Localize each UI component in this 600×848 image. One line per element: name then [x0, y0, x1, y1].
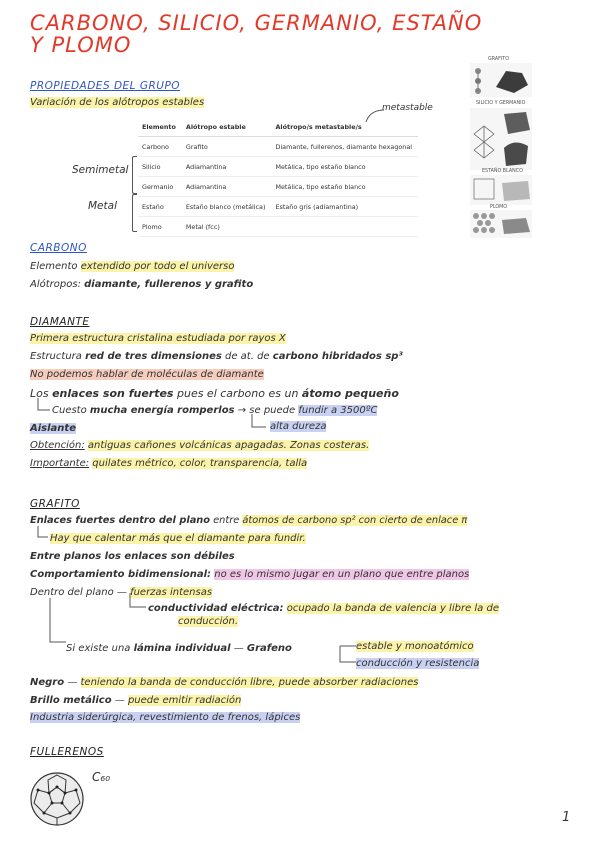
table-header: Alótropo/s metastable/s — [271, 120, 418, 137]
grafito-line-5: Dentro del plano — fuerzas intensas — [30, 587, 213, 598]
section-heading-grafito: GRAFITO — [30, 498, 80, 510]
image-label-silicio: SILICIO Y GERMANIO — [476, 101, 526, 106]
table-row: Estaño Estaño blanco (metálica) Estaño gris (adiamantina) — [138, 197, 418, 217]
plomo-image — [470, 210, 532, 238]
diamante-line-7: Obtención: antiguas cañones volcánicas apagadas. Zonas costeras. — [30, 440, 370, 451]
table-row: Silicio Adiamantina Metálica, tipo estaño blanco — [138, 157, 418, 177]
grafito-arrow-4 — [336, 640, 358, 666]
grafito-line-10: Industria siderúrgica, revestimiento de frenos, lápices — [30, 712, 301, 723]
image-label-estano: ESTAÑO BLANCO — [482, 169, 523, 174]
diamante-arrow-2 — [250, 414, 268, 432]
carbono-line-2: Alótropos: diamante, fullerenos y grafito — [30, 279, 254, 290]
grafito-image — [470, 63, 532, 97]
grafito-arrow-2 — [126, 593, 148, 613]
grafito-line-9: Brillo metálico — puede emitir radiación — [30, 695, 242, 706]
allotropes-table — [138, 120, 418, 237]
diamante-line-3: No podemos hablar de moléculas de diamante — [30, 369, 264, 380]
grafito-line-7: Si existe una lámina individual — Grafeno — [66, 643, 292, 654]
grafito-line-6: conductividad eléctrica: ocupado la banda de valencia y libre la de — [148, 603, 499, 614]
grafito-line-6b: conducción. — [178, 616, 239, 627]
image-label-grafito: GRAFITO — [488, 57, 510, 62]
label-semimetal: Semimetal — [72, 164, 129, 176]
title-line-2: Y PLOMO — [30, 33, 132, 57]
grafito-line-7c: conducción y resistencia — [356, 658, 480, 669]
silicio-germanio-image — [470, 108, 532, 170]
grafito-line-7b: estable y monoatómico — [356, 641, 474, 652]
table-header: Elemento — [138, 120, 182, 137]
semimetal-bracket — [132, 156, 137, 194]
table-row: Carbono Grafito Diamante, fullerenos, diamante hexagonal — [138, 137, 418, 157]
fullerene-c60-icon — [28, 770, 86, 828]
section-heading-carbono: CARBONO — [30, 242, 87, 254]
estano-blanco-image — [470, 175, 532, 205]
metastable-note: metastable — [382, 103, 433, 113]
table-row: Germanio Adiamantina Metálica, tipo estaño blanco — [138, 177, 418, 197]
diamante-line-5b: alta dureza — [270, 421, 327, 432]
grafito-line-4: Comportamiento bidimensional: no es lo mismo jugar en un plano que entre planos — [30, 569, 470, 580]
grafito-line-3: Entre planos los enlaces son débiles — [30, 551, 235, 562]
grafito-line-1: Enlaces fuertes dentro del plano entre átomos de carbono sp² con cierto de enlace π — [30, 515, 468, 526]
carbono-line-1: Elemento extendido por todo el universo — [30, 261, 235, 272]
diamante-line-6: Aislante — [30, 423, 76, 434]
diamante-line-5: Cuesto mucha energía romperlos → se puede fundir a 3500ºC — [52, 405, 378, 416]
table-row: Plomo Metal (fcc) — [138, 217, 418, 237]
metal-bracket — [132, 194, 137, 232]
grafito-line-2: Hay que calentar más que el diamante para fundir. — [50, 533, 306, 544]
grafito-arrow-1 — [36, 526, 50, 542]
section-heading-diamante: DIAMANTE — [30, 316, 90, 328]
section-heading-fullerenos: FULLERENOS — [30, 746, 104, 758]
c60-label: C₆₀ — [92, 770, 110, 784]
grafito-line-8: Negro — teniendo la banda de conducción libre, puede absorber radiaciones — [30, 677, 419, 688]
diamante-line-2: Estructura red de tres dimensiones de at. de carbono hibridados sp³ — [30, 351, 403, 362]
image-label-plomo: PLOMO — [490, 205, 508, 210]
diamante-arrow-1 — [36, 398, 52, 416]
table-header: Alótropo estable — [182, 120, 272, 137]
diamante-line-4: Los enlaces son fuertes pues el carbono es un átomo pequeño — [30, 387, 399, 400]
diamante-line-1: Primera estructura cristalina estudiada por rayos X — [30, 333, 286, 344]
section-heading-propiedades: PROPIEDADES DEL GRUPO — [30, 80, 181, 92]
title-line-1: CARBONO, SILICIO, GERMANIO, ESTAÑO — [30, 11, 483, 35]
label-metal: Metal — [88, 200, 117, 212]
diamante-line-8: Importante: quilates métrico, color, transparencia, talla — [30, 458, 308, 469]
page-number: 1 — [562, 810, 571, 825]
grafito-arrow-3 — [48, 598, 68, 648]
allotropes-note: Variación de los alótropos estables — [30, 97, 205, 108]
